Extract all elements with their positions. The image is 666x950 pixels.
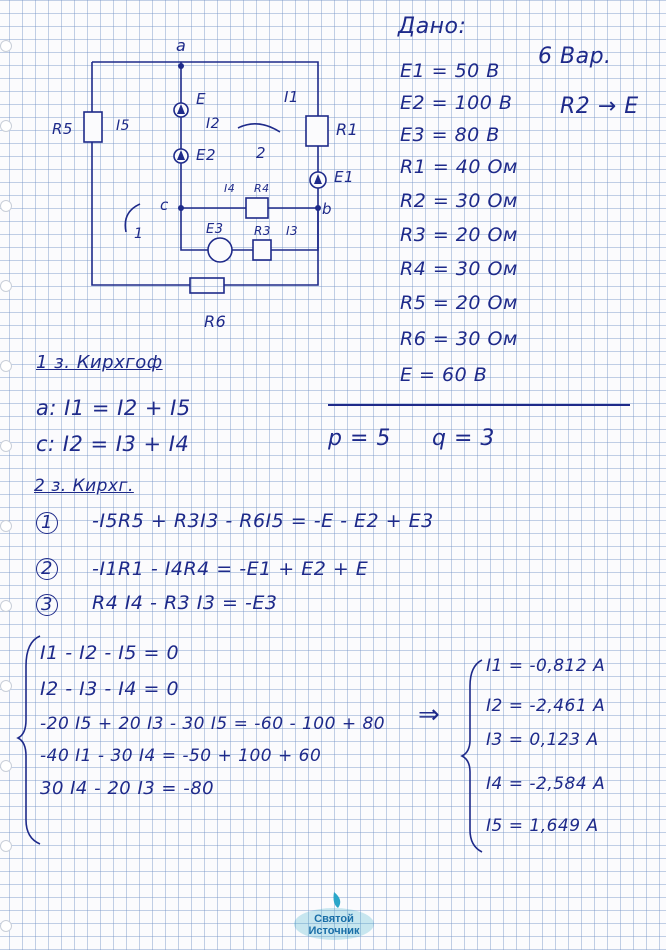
label-I1: I1: [284, 88, 299, 106]
q-value: q = 3: [432, 426, 495, 451]
given-item: R2 = 30 Ом: [400, 190, 518, 212]
label-E3: E3: [206, 222, 224, 237]
system-eq: I1 - I2 - I5 = 0: [40, 642, 180, 664]
loop-1-label: 1: [134, 226, 144, 242]
kirchhoff2-eq: -I1R1 - I4R4 = -E1 + E2 + E: [92, 558, 369, 580]
system-eq: -40 I1 - 30 I4 = -50 + 100 + 60: [40, 746, 322, 766]
given-item: R6 = 30 Ом: [400, 328, 518, 350]
given-item: R1 = 40 Ом: [400, 156, 518, 178]
svyatoy-istochnik-logo: [292, 888, 376, 944]
loop-number: 1: [36, 512, 58, 534]
logo-line2: Источник: [308, 925, 360, 937]
given-title: Дано:: [398, 14, 467, 39]
label-R4: R4: [254, 182, 270, 195]
label-R1: R1: [336, 120, 359, 139]
kirchhoff2-eq: R4 I4 - R3 I3 = -E3: [92, 592, 278, 614]
node-a-label: a: [176, 36, 187, 55]
kirchhoff1-title: 1 з. Кирхгоф: [36, 352, 163, 373]
system-eq: -20 I5 + 20 I3 - 30 I5 = -60 - 100 + 80: [40, 714, 386, 734]
kirchhoff2-title: 2 з. Кирхг.: [34, 476, 134, 496]
given-item: E = 60 В: [400, 364, 488, 386]
label-E: E: [196, 90, 206, 108]
system-eq: I2 - I3 - I4 = 0: [40, 678, 180, 700]
label-E2: E2: [196, 146, 217, 164]
label-E1: E1: [334, 168, 355, 186]
label-I2: I2: [206, 116, 221, 132]
kirchhoff2-eq: -I5R5 + R3I3 - R6I5 = -E - E2 + E3: [92, 510, 434, 532]
given-item: E3 = 80 В: [400, 124, 500, 146]
label-I4: I4: [224, 182, 236, 195]
result-item: I3 = 0,123 A: [486, 730, 599, 750]
given-item: R5 = 20 Ом: [400, 292, 518, 314]
logo-line1: Святой: [314, 913, 354, 925]
given-item: E2 = 100 В: [400, 92, 513, 114]
label-R5: R5: [52, 120, 73, 138]
p-value: p = 5: [328, 426, 391, 451]
label-R3: R3: [254, 224, 271, 238]
variant-note: R2 → E: [560, 94, 639, 119]
label-R6: R6: [204, 312, 227, 331]
result-item: I4 = -2,584 A: [486, 774, 606, 794]
implies-arrow: ⇒: [418, 700, 441, 730]
result-item: I2 = -2,461 A: [486, 696, 606, 716]
result-item: I5 = 1,649 A: [486, 816, 599, 836]
system-eq: 30 I4 - 20 I3 = -80: [40, 778, 215, 799]
result-item: I1 = -0,812 A: [486, 656, 606, 676]
kirchhoff1-eq: c: I2 = I3 + I4: [36, 432, 190, 456]
kirchhoff1-eq: a: I1 = I2 + I5: [36, 396, 191, 420]
loop-2-label: 2: [256, 144, 267, 162]
given-item: R3 = 20 Ом: [400, 224, 518, 246]
label-I3: I3: [286, 224, 299, 238]
given-item: R4 = 30 Ом: [400, 258, 518, 280]
label-I5: I5: [116, 118, 131, 134]
node-b-label: b: [322, 200, 333, 218]
loop-number: 2: [36, 558, 58, 580]
node-c-label: c: [160, 196, 169, 214]
variant-label: 6 Вар.: [538, 44, 612, 69]
given-item: E1 = 50 В: [400, 60, 500, 82]
loop-number: 3: [36, 594, 58, 616]
